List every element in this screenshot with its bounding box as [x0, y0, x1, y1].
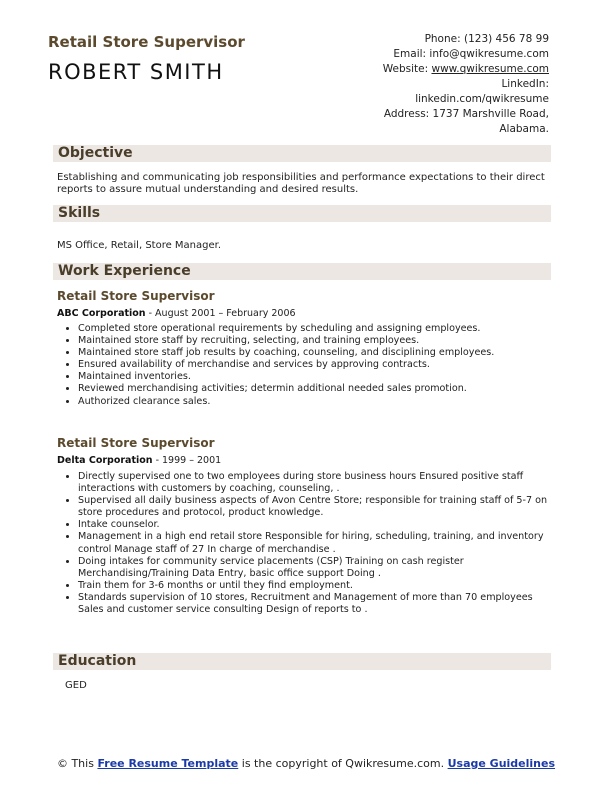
address-label: Address:	[383, 108, 430, 120]
list-item: • Ensured availability of merchandise and services by approving contracts.	[78, 359, 558, 371]
footer-middle: is the copyright of Qwikresume.com.	[238, 757, 448, 770]
company-name: Delta Corporation	[57, 455, 153, 466]
contact-phone	[309, 32, 549, 47]
section-heading: Work Experience	[58, 263, 191, 279]
usage-guidelines-link[interactable]: Usage Guidelines	[447, 757, 556, 770]
objective-text: Establishing and communicating job responsibilities and performance expectations to their direct reports to assure mutual understanding and desired results.	[57, 172, 545, 195]
copyright-footer	[0, 757, 612, 771]
job-company-line	[57, 455, 221, 466]
contact-linkedin-label: LinkedIn:	[501, 78, 549, 90]
list-item: • Maintained inventories.	[78, 371, 558, 383]
list-item: • Train them for 3-6 months or until they find employment.	[78, 580, 558, 592]
list-item: • Directly supervised one to two employees during store business hours Ensured positive staff interactions with customers by coaching, counseling, .	[78, 471, 558, 495]
company-name: ABC Corporation	[57, 308, 146, 319]
section-heading: Education	[58, 653, 137, 669]
list-item: • Maintained store staff job results by coaching, counseling, and disciplining employees.	[78, 347, 558, 359]
website-label: Website:	[382, 63, 429, 75]
job-company-line	[57, 308, 296, 319]
contact-address	[309, 107, 549, 122]
list-item: • Management in a high end retail store Responsible for hiring, scheduling, training, and inventory control Manage staff of 27 In charge of merchandise .	[78, 531, 558, 555]
experience-section-header	[53, 263, 551, 280]
section-heading: Skills	[58, 205, 101, 221]
resume-job-title: Retail Store Supervisor	[48, 33, 245, 51]
candidate-name: ROBERT SMITH	[48, 60, 224, 84]
skills-text: MS Office, Retail, Store Manager.	[57, 240, 222, 251]
job-dates: - August 2001 – February 2006	[145, 308, 296, 319]
skills-section-header	[53, 205, 551, 222]
list-item: • Maintained store staff by recruiting, selecting, and training employees.	[78, 335, 558, 347]
education-text: GED	[65, 680, 87, 691]
contact-block	[309, 32, 549, 137]
job-dates: - 1999 – 2001	[152, 455, 222, 466]
section-heading: Objective	[58, 145, 133, 161]
list-item: • Supervised all daily business aspects of Avon Centre Store; responsible for training staff of 5-7 on store procedures and protocol, product knowledge.	[78, 495, 558, 519]
job-bullets	[64, 471, 558, 616]
address-line1: 1737 Marshville Road,	[432, 108, 549, 120]
list-item: • Standards supervision of 10 stores, Recruitment and Management of more than 70 employees Sales and customer service consulting Design of reports to .	[78, 592, 558, 616]
email-label: Email:	[393, 48, 427, 60]
job-title: Retail Store Supervisor	[57, 436, 215, 450]
contact-website	[309, 62, 549, 77]
job-bullets	[64, 323, 558, 408]
list-item: • Doing intakes for community service placements (CSP) Training on cash register Merchandising/Training Data Entry, basic office support Doing .	[78, 556, 558, 580]
email-value: info@qwikresume.com	[429, 48, 549, 60]
footer-prefix: © This	[56, 757, 98, 770]
list-item: • Reviewed merchandising activities; determin additional needed sales promotion.	[78, 383, 558, 395]
contact-linkedin: linkedin.com/qwikresume	[415, 93, 549, 105]
contact-email	[309, 47, 549, 62]
education-section-header	[53, 653, 551, 670]
objective-section-header	[53, 145, 551, 162]
website-link[interactable]: www.qwikresume.com	[431, 63, 549, 75]
list-item: • Completed store operational requirements by scheduling and assigning employees.	[78, 323, 558, 335]
list-item: • Authorized clearance sales.	[78, 396, 558, 408]
list-item: • Intake counselor.	[78, 519, 558, 531]
phone-label: Phone:	[424, 33, 461, 45]
job-title: Retail Store Supervisor	[57, 289, 215, 303]
contact-address-line2: Alabama.	[499, 123, 549, 135]
free-resume-template-link[interactable]: Free Resume Template	[97, 757, 239, 770]
phone-value: (123) 456 78 99	[463, 33, 549, 45]
